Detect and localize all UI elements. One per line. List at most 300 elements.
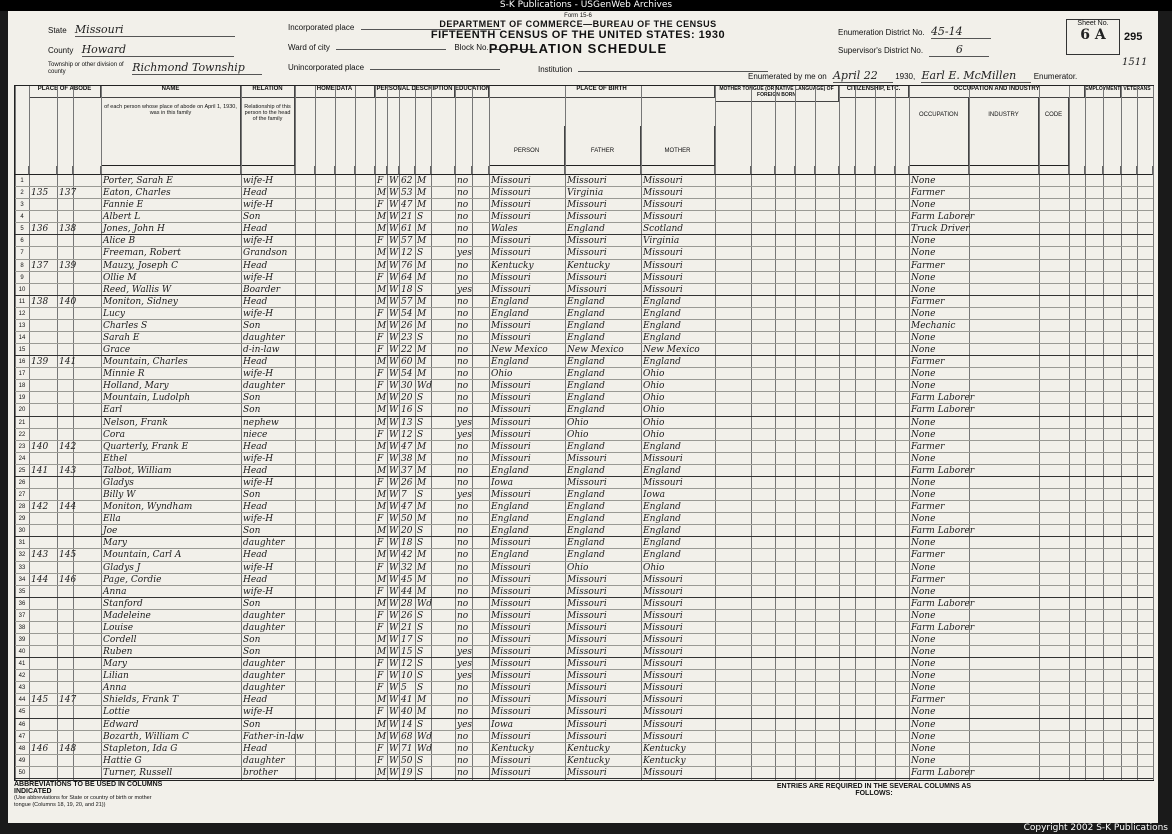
line-number: 5 [20,226,24,233]
person-birthplace-cell: Missouri [491,586,531,597]
occupation-cell: None [911,514,936,525]
occupation-cell: Farmer [911,260,945,271]
relation-cell: Son [243,526,261,537]
person-name-cell: Quarterly, Frank E [103,441,189,452]
person-birthplace-cell: Missouri [491,417,531,428]
marital-status-cell: S [417,683,424,694]
person-birthplace-cell: England [491,526,529,537]
relation-cell: Son [243,405,261,416]
school-attendance-cell: no [457,502,469,513]
dwelling-number-cell: 144 [31,574,49,585]
table-row [15,658,1153,670]
table-row [15,211,1153,223]
marital-status-cell: S [417,755,424,766]
occupation-cell: Farm Laborer [911,405,975,416]
person-birthplace-cell: Kentucky [491,743,534,754]
person-name-cell: Joe [103,526,118,537]
line-number: 14 [18,335,26,342]
sex-cell: F [377,755,384,766]
column-number-cell [855,166,875,175]
occupation-cell: None [911,671,936,682]
line-number: 2 [20,190,24,197]
relation-cell: Son [243,647,261,658]
race-cell: W [389,743,399,754]
mother-birthplace-cell: Missouri [643,731,683,742]
relation-cell: Son [243,490,261,501]
occupation-cell: None [911,719,936,730]
family-number-cell [59,247,77,259]
column-number-cell [1137,166,1153,175]
line-number: 40 [18,649,26,656]
occupation-cell: None [911,176,936,186]
mother-birthplace-cell: England [643,308,681,319]
father-birthplace-cell: England [567,296,605,307]
occupation-cell: None [911,731,936,742]
table-row [15,574,1153,586]
mother-birthplace-cell: England [643,333,681,344]
person-column-head: PERSON [489,126,565,166]
occupation-cell: Farmer [911,550,945,561]
occupation-cell: None [911,308,936,319]
mother-birthplace-cell: Missouri [643,767,683,778]
father-birthplace-cell: England [567,490,605,501]
family-number-cell [59,320,77,332]
age-cell: 47 [401,502,413,513]
family-number-cell: 147 [59,695,77,706]
age-cell: 38 [401,453,413,464]
column-number-cell [565,166,641,175]
age-cell: 26 [401,320,413,331]
line-number: 28 [18,504,26,511]
father-birthplace-cell: Kentucky [567,260,610,271]
family-number-cell [59,670,77,682]
column-number-cell [29,166,57,175]
line-number: 21 [18,419,26,426]
race-cell: W [389,188,399,199]
table-row [15,719,1153,731]
marital-status-cell: M [417,707,427,718]
school-attendance-cell: no [457,453,469,464]
column-number-cell [455,166,472,175]
mother-birthplace-cell: Missouri [643,200,683,211]
line-number: 16 [18,359,26,366]
relation-cell: wife-H [243,176,274,186]
occupation-cell: None [911,634,936,645]
occupation-cell: Truck Driver [911,224,970,235]
school-attendance-cell: no [457,610,469,621]
relation-cell: Head [243,260,268,271]
relation-cell: Head [243,743,268,754]
column-number-cell [1039,166,1069,175]
person-name-cell: Shields, Frank T [103,695,179,706]
line-number: 6 [20,238,24,245]
father-birthplace-cell: Missouri [567,659,607,670]
age-cell: 20 [401,393,413,404]
person-name-cell: Mary [103,659,127,670]
abbreviations-text: (Use abbreviations for State or country of birth or mother tongue (Columns 18, 19, 20, and 21)) [14,795,152,808]
person-name-cell: Moniton, Wyndham [103,502,193,513]
age-cell: 12 [401,659,413,670]
person-birthplace-cell: Missouri [491,248,531,259]
school-attendance-cell: no [457,538,469,549]
group-mother-tongue: MOTHER TONGUE (OR NATIVE LANGUAGE) OF FOREIGN BORN [715,86,839,102]
table-row [15,344,1153,356]
relation-cell: daughter [243,333,285,344]
occupation-cell: None [911,453,936,464]
father-birthplace-cell: England [567,514,605,525]
column-number-cell [431,166,455,175]
school-attendance-cell: yes [457,719,473,730]
person-birthplace-cell: Missouri [491,731,531,742]
race-cell: W [389,212,399,223]
occupation-cell: Farm Laborer [911,465,975,476]
person-birthplace-cell: England [491,514,529,525]
schedule-title: POPULATION SCHEDULE [488,41,668,56]
dwelling-number-cell [31,525,57,537]
age-cell: 40 [401,707,413,718]
relation-column-desc: Relationship of this person to the head of the family [241,98,295,166]
dwelling-number-cell [31,199,57,211]
person-name-cell: Charles S [103,320,148,331]
relation-cell: Head [243,188,268,199]
school-attendance-cell: yes [457,417,473,428]
age-cell: 21 [401,212,413,223]
school-attendance-cell: no [457,755,469,766]
father-birthplace-cell: Missouri [567,477,607,488]
occupation-cell: None [911,538,936,549]
occupation-cell: None [911,755,936,766]
mother-column-head: MOTHER [641,126,715,166]
race-cell: W [389,586,399,597]
sex-cell: M [377,598,387,609]
mother-birthplace-cell: Missouri [643,188,683,199]
sex-cell: M [377,224,387,235]
race-cell: W [389,357,399,368]
person-birthplace-cell: England [491,357,529,368]
table-row [15,308,1153,320]
table-row [15,441,1153,453]
school-attendance-cell: no [457,188,469,199]
family-number-cell: 144 [59,502,77,513]
marital-status-cell: M [417,188,427,199]
age-cell: 76 [401,260,413,271]
father-birthplace-cell: Kentucky [567,755,610,766]
table-row [15,767,1153,779]
column-number-cell [1085,166,1103,175]
mother-birthplace-cell: Missouri [643,610,683,621]
dwelling-number-cell [31,610,57,622]
age-cell: 12 [401,248,413,259]
relation-cell: Father-in-law [243,731,304,742]
father-birthplace-cell: England [567,441,605,452]
race-cell: W [389,333,399,344]
occupation-cell: Farmer [911,695,945,706]
school-attendance-cell: yes [457,248,473,259]
dwelling-number-cell [31,634,57,646]
sd-value: 6 [929,43,989,57]
incorporated-label: Incorporated place [288,23,355,32]
person-name-cell: Gladys J [103,562,141,573]
school-attendance-cell: no [457,441,469,452]
mother-birthplace-cell: England [643,441,681,452]
mother-birthplace-cell: Iowa [643,490,666,501]
sex-cell: M [377,320,387,331]
occupation-cell: None [911,743,936,754]
person-birthplace-cell: Missouri [491,538,531,549]
mother-birthplace-cell: Kentucky [643,755,686,766]
line-number: 31 [18,540,26,547]
dwelling-number-cell [31,670,57,682]
age-cell: 7 [401,490,407,501]
marital-status-cell: M [417,502,427,513]
person-birthplace-cell: Missouri [491,200,531,211]
relation-cell: Head [243,441,268,452]
table-row [15,501,1153,513]
age-cell: 21 [401,622,413,633]
race-cell: W [389,707,399,718]
family-number-cell [59,682,77,694]
line-number: 19 [18,395,26,402]
person-name-cell: Page, Cordie [103,574,162,585]
age-cell: 18 [401,284,413,295]
mother-birthplace-cell: Ohio [643,393,665,404]
school-attendance-cell: yes [457,647,473,658]
table-row [15,380,1153,392]
sex-cell: M [377,417,387,428]
group-place-of-abode: PLACE OF ABODE [29,86,101,98]
relation-cell: Head [243,224,268,235]
relation-cell: nephew [243,417,279,428]
ed-label: Enumeration District No. [838,28,925,37]
sex-cell: F [377,562,384,573]
family-number-cell: 140 [59,296,77,307]
occupation-cell: None [911,610,936,621]
marital-status-cell: S [417,719,424,730]
group-employment: EMPLOYMENT [1085,86,1121,98]
sex-cell: M [377,647,387,658]
person-name-cell: Mountain, Carl A [103,550,182,561]
father-birthplace-cell: Missouri [567,767,607,778]
person-name-cell: Lucy [103,308,125,319]
table-row [15,199,1153,211]
table-row [15,670,1153,682]
school-attendance-cell: no [457,357,469,368]
occupation-cell: None [911,647,936,658]
line-number: 46 [18,721,26,728]
sheet-number-box [1066,19,1120,55]
relation-cell: Son [243,393,261,404]
column-number-cell [57,166,73,175]
relation-cell: Head [243,695,268,706]
school-attendance-cell: no [457,272,469,283]
line-number: 38 [18,624,26,631]
person-birthplace-cell: Missouri [491,647,531,658]
table-row [15,356,1153,368]
family-number-cell [59,417,77,429]
mother-birthplace-cell: Missouri [643,707,683,718]
dwelling-number-cell [31,344,57,356]
person-name-cell: Ethel [103,453,128,464]
dwelling-number-cell [31,332,57,344]
line-number: 47 [18,733,26,740]
marital-status-cell: M [417,224,427,235]
dwelling-number-cell [31,211,57,223]
mother-birthplace-cell: Missouri [643,719,683,730]
occupation-cell: Farmer [911,357,945,368]
marital-status-cell: M [417,357,427,368]
age-cell: 45 [401,574,413,585]
table-row [15,260,1153,272]
father-birthplace-cell: Missouri [567,236,607,247]
mother-birthplace-cell: Missouri [643,477,683,488]
race-cell: W [389,320,399,331]
column-number-cell [355,166,375,175]
department-title: DEPARTMENT OF COMMERCE—BUREAU OF THE CENSUS [439,19,717,29]
marital-status-cell: M [417,176,427,186]
occupation-cell: None [911,490,936,501]
person-name-cell: Ruben [103,647,133,658]
father-birthplace-cell: Missouri [567,453,607,464]
column-number-cell [969,166,1039,175]
father-birthplace-cell: Missouri [567,610,607,621]
enumerated-label: Enumerated by me on [748,72,827,81]
sex-cell: M [377,212,387,223]
person-birthplace-cell: England [491,308,529,319]
dwelling-number-cell [31,537,57,549]
family-number-cell [59,332,77,344]
school-attendance-cell: no [457,622,469,633]
father-birthplace-cell: Missouri [567,272,607,283]
column-number-cell [1069,166,1085,175]
person-name-cell: Hattie G [103,755,142,766]
table-row [15,731,1153,743]
mother-birthplace-cell: England [643,550,681,561]
table-row [15,453,1153,465]
father-birthplace-cell: Ohio [567,417,589,428]
race-cell: W [389,647,399,658]
school-attendance-cell: no [457,514,469,525]
table-row [15,622,1153,634]
person-birthplace-cell: Ohio [491,369,513,380]
table-row [15,187,1153,199]
mother-birthplace-cell: Scotland [643,224,684,235]
family-number-cell [59,731,77,743]
race-cell: W [389,610,399,621]
relation-cell: daughter [243,622,285,633]
form-title-block [368,13,788,56]
column-number-cell [73,166,101,175]
line-number: 9 [20,274,24,281]
family-number-cell [59,586,77,598]
line-number: 42 [18,673,26,680]
family-number-cell [59,429,77,441]
dwelling-number-cell [31,392,57,404]
school-attendance-cell: no [457,393,469,404]
school-attendance-cell: yes [457,671,473,682]
person-name-cell: Lottie [103,707,130,718]
father-birthplace-cell: England [567,393,605,404]
table-row [15,562,1153,574]
name-column-desc: of each person whose place of abode on April 1, 1930, was in this family [101,98,241,166]
line-number: 13 [18,322,26,329]
column-number-cell [472,166,489,175]
age-cell: 62 [401,176,413,186]
table-row [15,537,1153,549]
mother-birthplace-cell: Missouri [643,176,683,186]
father-birthplace-cell: Ohio [567,562,589,573]
age-cell: 12 [401,429,413,440]
dwelling-number-cell [31,646,57,658]
ed-value: 45-14 [931,25,991,39]
relation-cell: daughter [243,381,285,392]
column-number-cell [241,166,295,175]
dwelling-number-cell: 142 [31,502,49,513]
relation-cell: wife-H [243,200,274,211]
line-number: 1 [20,178,24,184]
line-number: 15 [18,347,26,354]
mother-birthplace-cell: England [643,502,681,513]
relation-cell: d-in-law [243,345,280,356]
family-number-cell: 148 [59,743,77,754]
enumerator-name: Earl E. McMillen [921,69,1031,83]
table-row [15,417,1153,429]
age-cell: 42 [401,550,413,561]
dwelling-number-cell: 146 [31,743,49,754]
family-number-cell [59,719,77,731]
mother-birthplace-cell: England [643,357,681,368]
mother-birthplace-cell: Missouri [643,586,683,597]
school-attendance-cell: no [457,767,469,778]
age-cell: 5 [401,683,407,694]
state-value: Missouri [75,23,235,37]
occupation-cell: Farmer [911,188,945,199]
table-row [15,525,1153,537]
dwelling-number-cell [31,320,57,332]
father-birthplace-cell: England [567,369,605,380]
table-row [15,465,1153,477]
person-name-cell: Cordell [103,634,137,645]
abbreviations-title: ABBREVIATIONS TO BE USED IN COLUMNS INDICATED [14,781,163,795]
race-cell: W [389,393,399,404]
line-number: 22 [18,431,26,438]
line-number: 41 [18,661,26,668]
column-number-cell [315,166,335,175]
county-field [48,43,234,57]
mother-birthplace-cell: Ohio [643,429,665,440]
sex-cell: F [377,538,384,549]
sex-cell: M [377,284,387,295]
age-cell: 30 [401,381,413,392]
column-number-cell [1121,166,1137,175]
mother-birthplace-cell: Ohio [643,369,665,380]
sex-cell: M [377,731,387,742]
race-cell: W [389,260,399,271]
enumerated-field [748,69,1108,83]
father-birthplace-cell: Missouri [567,647,607,658]
block-label: Block No. [454,43,489,52]
person-birthplace-cell: Missouri [491,188,531,199]
age-cell: 32 [401,562,413,573]
line-number: 49 [18,757,26,764]
person-name-cell: Louise [103,622,134,633]
enumerated-date: April 22 [833,69,893,83]
marital-status-cell: S [417,212,424,223]
person-birthplace-cell: Missouri [491,671,531,682]
sex-cell: F [377,308,384,319]
occupation-cell: None [911,429,936,440]
relation-cell: Head [243,465,268,476]
relation-cell: niece [243,429,268,440]
